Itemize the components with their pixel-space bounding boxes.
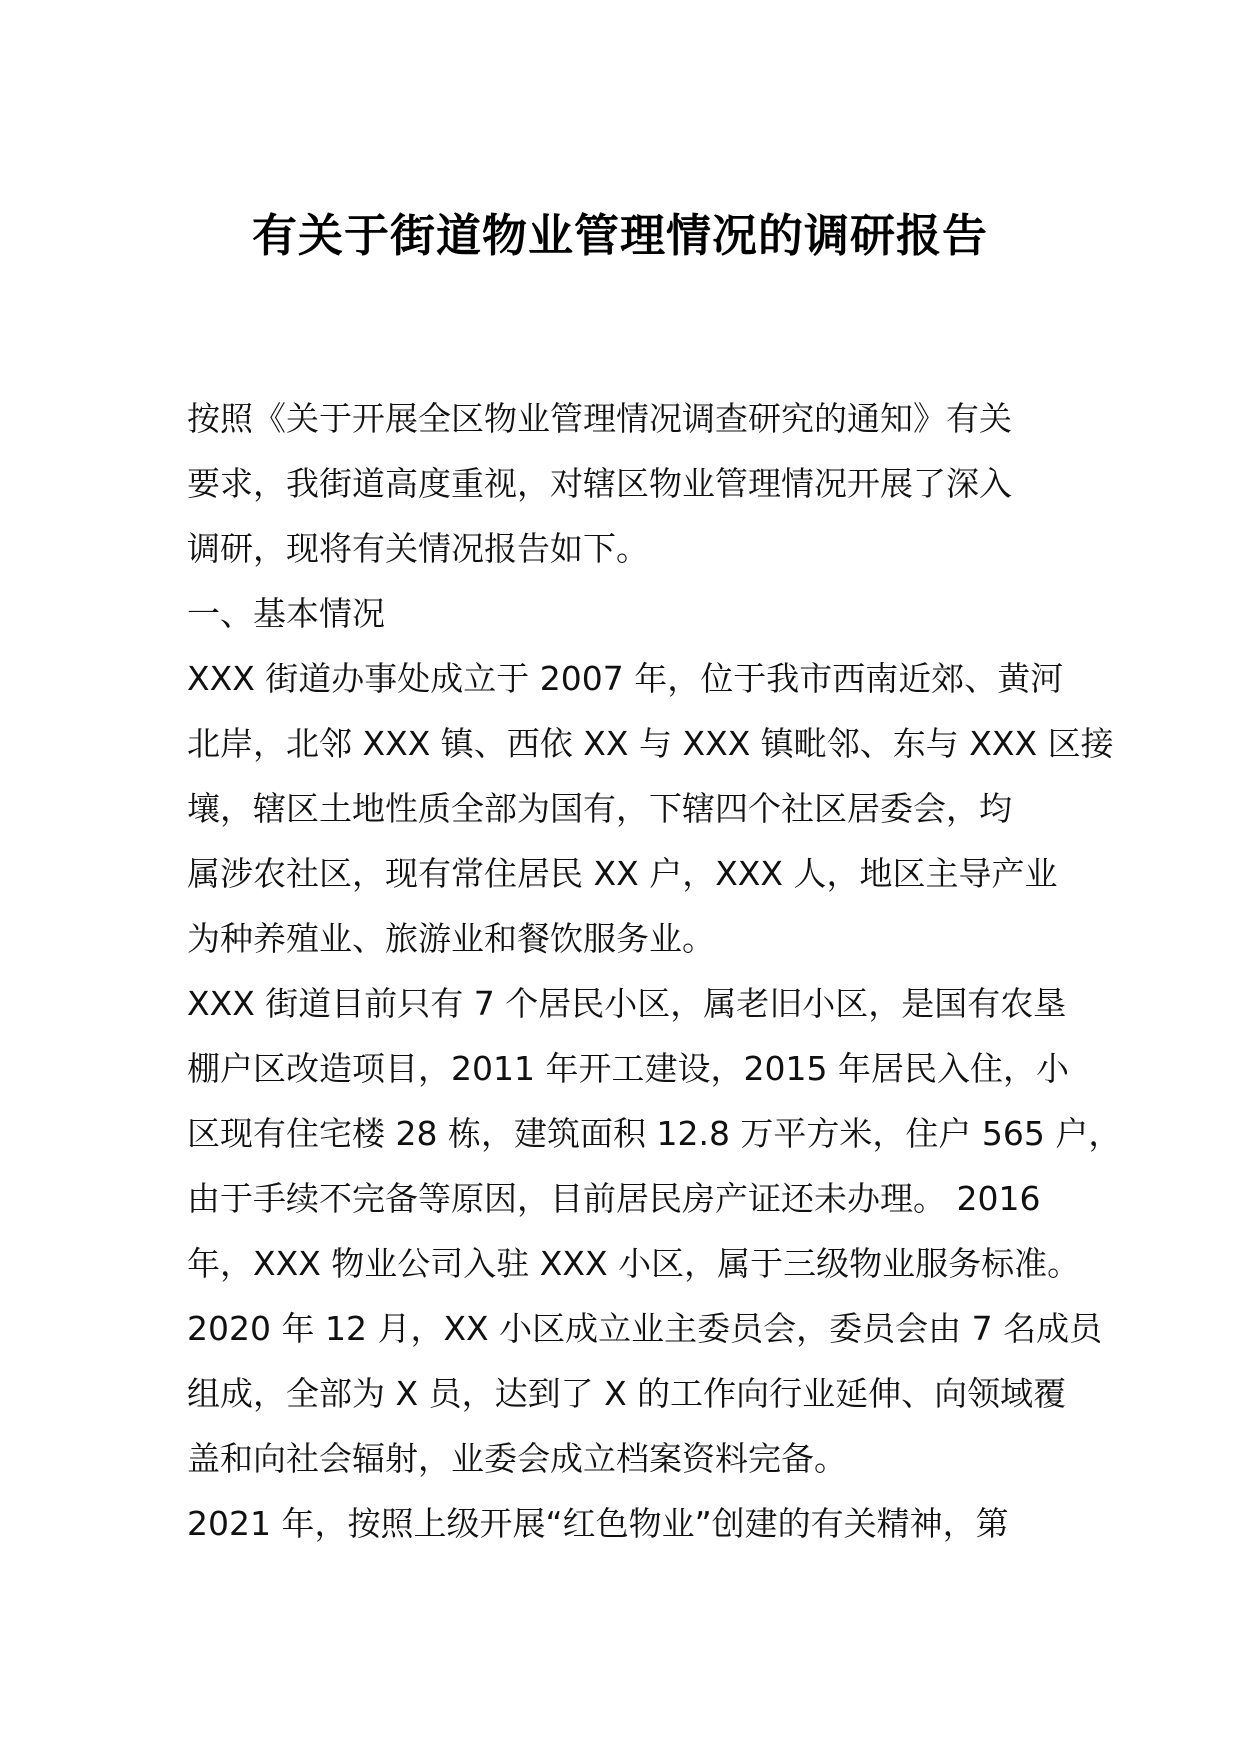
body-line-12: 区现有住宅楼 28 栋，建筑面积 12.8 万平方米，住户 565 户， <box>187 1114 1122 1153</box>
body-line-11: 棚户区改造项目，2011 年开工建设，2015 年居民入住，小 <box>187 1049 1069 1088</box>
body-line-8: 属涉农社区，现有常住居民 XX 户，XXX 人，地区主导产业 <box>187 854 1058 893</box>
body-line-9: 为种养殖业、旅游业和餐饮服务业。 <box>187 919 715 958</box>
body-line-16: 组成，全部为 X 员，达到了 X 的工作向行业延伸、向领域覆 <box>187 1374 1067 1413</box>
body-line-14: 年，XXX 物业公司入驻 XXX 小区，属于三级物业服务标准。 <box>187 1244 1081 1283</box>
section-heading: 一、基本情况 <box>187 594 385 633</box>
body-line-2: 要求，我街道高度重视，对辖区物业管理情况开展了深入 <box>187 464 1012 503</box>
body-line-13: 由于手续不完备等原因，目前居民房产证还未办理。 2016 <box>187 1179 1041 1218</box>
body-line-7: 壤，辖区土地性质全部为国有，下辖四个社区居委会，均 <box>187 789 1012 828</box>
body-line-15: 2020 年 12 月，XX 小区成立业主委员会，委员会由 7 名成员 <box>187 1309 1103 1348</box>
body-line-17: 盖和向社会辐射，业委会成立档案资料完备。 <box>187 1439 847 1478</box>
document-title: 有关于街道物业管理情况的调研报告 <box>251 209 988 262</box>
body-line-1: 按照《关于开展全区物业管理情况调查研究的通知》有关 <box>187 399 1012 438</box>
body-line-5: XXX 街道办事处成立于 2007 年，位于我市西南近郊、黄河 <box>187 659 1064 698</box>
document-body <box>187 386 1122 1556</box>
body-line-6: 北岸，北邻 XXX 镇、西依 XX 与 XXX 镇毗邻、东与 XXX 区接 <box>187 724 1114 763</box>
body-line-18: 2021 年，按照上级开展“红色物业”创建的有关精神，第 <box>187 1504 1009 1543</box>
body-line-10: XXX 街道目前只有 7 个居民小区，属老旧小区，是国有农垦 <box>187 984 1067 1023</box>
body-line-3: 调研，现将有关情况报告如下。 <box>187 529 649 568</box>
